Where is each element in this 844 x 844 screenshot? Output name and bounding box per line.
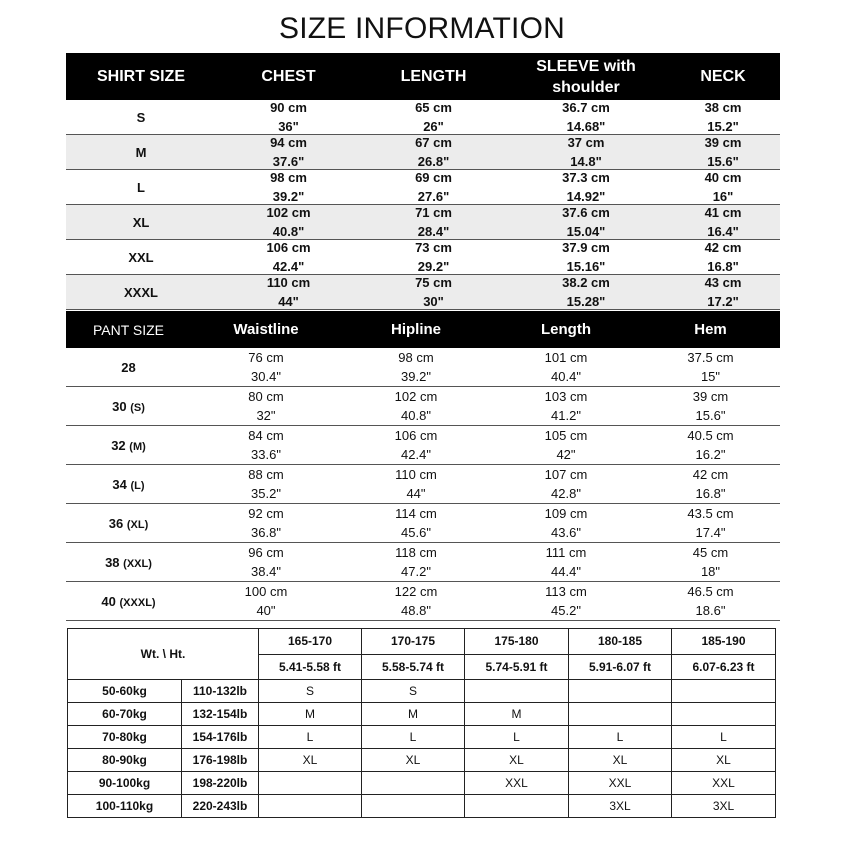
sleeve-value-cm: 36.7 cm xyxy=(562,100,610,115)
length-header: LENGTH xyxy=(400,67,467,85)
pant-length-value xyxy=(491,582,641,620)
recommended-size xyxy=(465,680,569,703)
recommended-size: L xyxy=(362,726,465,749)
chest-value-in: 42.4" xyxy=(272,259,305,274)
hem-value xyxy=(641,465,780,503)
length-value-in: 27.6" xyxy=(417,189,450,204)
chest-value xyxy=(216,203,361,241)
recommended-size xyxy=(672,680,776,703)
height-cm: 170-175 xyxy=(362,629,465,655)
recommended-size: XL xyxy=(259,749,362,772)
shirt-size: L xyxy=(137,179,145,195)
hem-value-in: 16.2" xyxy=(695,447,726,462)
pant-size-alpha: (XXL) xyxy=(123,557,152,570)
sleeve-value-in: 14.92" xyxy=(566,189,606,204)
table-row xyxy=(66,426,780,465)
pant-header-row xyxy=(66,311,780,348)
neck-value-cm: 39 cm xyxy=(704,135,742,150)
chest-value-in: 44" xyxy=(278,294,299,309)
chest-value-cm: 110 cm xyxy=(266,275,311,290)
length-value-cm: 69 cm xyxy=(415,170,452,185)
height-ft: 5.41-5.58 ft xyxy=(259,654,362,680)
waist-value-in: 35.2" xyxy=(251,486,281,501)
shirt-size: S xyxy=(136,109,146,125)
recommended-size: S xyxy=(362,680,465,703)
hip-value-cm: 106 cm xyxy=(394,428,438,443)
waist-value xyxy=(191,582,341,620)
pant-size-number: 30 xyxy=(112,398,127,414)
waist-value-cm: 76 cm xyxy=(248,350,284,365)
sleeve-value xyxy=(506,133,666,171)
shirt-size: XXL xyxy=(128,249,154,265)
recommended-size: S xyxy=(259,680,362,703)
neck-value xyxy=(666,98,780,136)
hip-value xyxy=(341,582,491,620)
chest-value xyxy=(216,98,361,136)
hip-value xyxy=(341,543,491,581)
recommended-size: M xyxy=(362,703,465,726)
recommended-size xyxy=(569,703,672,726)
table-row xyxy=(66,465,780,504)
table-row xyxy=(66,205,780,240)
table-row xyxy=(68,680,776,703)
pant-length-value-cm: 105 cm xyxy=(544,428,588,443)
hem-value-in: 16.8" xyxy=(695,486,726,501)
neck-value-in: 16.8" xyxy=(707,259,739,274)
pant-length-value-cm: 103 cm xyxy=(544,389,588,404)
sleeve-value-in: 14.8" xyxy=(570,154,602,169)
shirt-header-row xyxy=(66,53,780,100)
neck-value-in: 16" xyxy=(712,189,734,204)
hem-value xyxy=(641,348,780,386)
waist-value-in: 36.8" xyxy=(251,525,281,540)
neck-value-in: 15.2" xyxy=(707,119,739,134)
table-row xyxy=(66,543,780,582)
shirt-size-header: SHIRT SIZE xyxy=(96,67,185,85)
pant-length-value-cm: 111 cm xyxy=(545,545,587,560)
table-row xyxy=(66,582,780,621)
neck-value xyxy=(666,203,780,241)
shirt-size-table xyxy=(66,53,780,310)
weight-lb: 132-154lb xyxy=(182,703,259,726)
chest-value xyxy=(216,238,361,276)
table-row xyxy=(66,387,780,426)
neck-value-in: 16.4" xyxy=(707,224,739,239)
length-value-cm: 75 cm xyxy=(415,275,452,290)
length-value-cm: 67 cm xyxy=(415,135,452,150)
chest-value-in: 40.8" xyxy=(272,224,305,239)
table-row xyxy=(66,275,780,310)
table-row xyxy=(66,135,780,170)
pant-size-alpha: (XXXL) xyxy=(119,596,156,609)
hip-value xyxy=(341,504,491,542)
waist-value xyxy=(191,387,341,425)
sleeve-value xyxy=(506,238,666,276)
weight-lb: 220-243lb xyxy=(182,795,259,818)
hem-value xyxy=(641,582,780,620)
waist-value xyxy=(191,543,341,581)
chest-value-cm: 106 cm xyxy=(266,240,311,255)
hem-value-cm: 42 cm xyxy=(692,467,729,482)
recommended-size: L xyxy=(672,726,776,749)
sleeve-value-in: 14.68" xyxy=(566,119,606,134)
table-row xyxy=(66,504,780,543)
pant-size-header: PANT SIZE xyxy=(92,321,165,338)
neck-value-cm: 40 cm xyxy=(704,170,742,185)
waist-value-cm: 84 cm xyxy=(248,428,284,443)
pant-size xyxy=(66,438,191,453)
pant-size-number: 32 xyxy=(111,437,126,453)
height-ft: 5.91-6.07 ft xyxy=(569,654,672,680)
weight-kg: 50-60kg xyxy=(68,680,182,703)
waist-value-cm: 92 cm xyxy=(248,506,284,521)
hip-value-cm: 102 cm xyxy=(394,389,438,404)
table-row xyxy=(66,348,780,387)
height-cm: 180-185 xyxy=(569,629,672,655)
shirt-size: XL xyxy=(132,214,150,230)
table-row xyxy=(66,100,780,135)
pant-length-value xyxy=(491,387,641,425)
pant-length-value-cm: 113 cm xyxy=(545,584,587,599)
length-value-in: 26.8" xyxy=(417,154,450,169)
neck-value-in: 15.6" xyxy=(707,154,739,169)
recommended-size xyxy=(259,772,362,795)
pant-size-table xyxy=(66,311,780,621)
height-ft: 6.07-6.23 ft xyxy=(672,654,776,680)
hem-value-in: 18.6" xyxy=(695,603,726,618)
neck-value-cm: 41 cm xyxy=(704,205,742,220)
length-value-in: 26" xyxy=(423,119,444,134)
pant-size-alpha: (XL) xyxy=(126,518,149,531)
table-row xyxy=(68,726,776,749)
sleeve-value xyxy=(506,168,666,206)
shirt-size: XXXL xyxy=(124,284,158,300)
hip-value-in: 48.8" xyxy=(401,603,431,618)
sleeve-value xyxy=(506,203,666,241)
pant-size xyxy=(66,555,191,570)
pant-size-number: 28 xyxy=(121,359,136,375)
recommended-size xyxy=(672,703,776,726)
chest-value-cm: 94 cm xyxy=(270,135,307,150)
hip-value-in: 40.8" xyxy=(401,408,431,423)
neck-value-cm: 42 cm xyxy=(704,240,742,255)
length-value xyxy=(361,133,506,171)
hip-value xyxy=(341,465,491,503)
length-value-in: 28.4" xyxy=(417,224,450,239)
recommended-size xyxy=(465,795,569,818)
pant-length-value xyxy=(491,504,641,542)
hem-value-cm: 46.5 cm xyxy=(687,584,734,599)
hem-value-in: 15" xyxy=(700,369,721,384)
sleeve-value-in: 15.28" xyxy=(566,294,606,309)
waist-value xyxy=(191,348,341,386)
length-value xyxy=(361,238,506,276)
height-ft: 5.74-5.91 ft xyxy=(465,654,569,680)
pant-size-number: 38 xyxy=(105,554,120,570)
pant-length-value-in: 44.4" xyxy=(551,564,581,579)
pant-length-value xyxy=(491,543,641,581)
pant-length-value-in: 42.8" xyxy=(551,486,581,501)
neck-value xyxy=(666,273,780,311)
sleeve-value-cm: 37.6 cm xyxy=(562,205,610,220)
waist-value-in: 38.4" xyxy=(251,564,281,579)
pant-size-alpha: (L) xyxy=(130,479,145,492)
table-row xyxy=(68,795,776,818)
recommended-size: L xyxy=(259,726,362,749)
sleeve-value xyxy=(506,273,666,311)
neck-value xyxy=(666,133,780,171)
hip-value-in: 44" xyxy=(406,486,426,501)
pant-length-value-in: 45.2" xyxy=(551,603,581,618)
weight-lb: 176-198lb xyxy=(182,749,259,772)
table-row xyxy=(66,170,780,205)
chest-value-in: 39.2" xyxy=(272,189,305,204)
table-row xyxy=(66,240,780,275)
neck-header: NECK xyxy=(700,67,746,85)
recommended-size xyxy=(362,772,465,795)
hem-value xyxy=(641,426,780,464)
chest-value-in: 37.6" xyxy=(272,154,305,169)
pant-size xyxy=(66,360,191,375)
chest-value xyxy=(216,133,361,171)
pant-size-alpha: (M) xyxy=(129,440,146,453)
height-cm: 175-180 xyxy=(465,629,569,655)
weight-kg: 60-70kg xyxy=(68,703,182,726)
weight-lb: 198-220lb xyxy=(182,772,259,795)
hem-value-cm: 45 cm xyxy=(692,545,729,560)
neck-value-cm: 38 cm xyxy=(704,100,742,115)
recommended-size: XL xyxy=(672,749,776,772)
recommended-size: XL xyxy=(465,749,569,772)
pant-length-value-in: 42" xyxy=(556,447,576,462)
shirt-size: M xyxy=(135,144,147,160)
waistline-header: Waistline xyxy=(233,321,299,338)
pant-length-value-cm: 107 cm xyxy=(544,467,588,482)
hem-header: Hem xyxy=(694,321,727,338)
table-row xyxy=(68,772,776,795)
height-cm: 185-190 xyxy=(672,629,776,655)
hem-value-in: 17.4" xyxy=(695,525,726,540)
waist-value-cm: 96 cm xyxy=(248,545,284,560)
pant-length-value-in: 43.6" xyxy=(551,525,581,540)
hem-value xyxy=(641,543,780,581)
sleeve-value-cm: 37.9 cm xyxy=(562,240,610,255)
hip-value-cm: 122 cm xyxy=(394,584,438,599)
length-value-in: 29.2" xyxy=(417,259,450,274)
recommended-size: M xyxy=(465,703,569,726)
recommended-size: XXL xyxy=(672,772,776,795)
sleeve-value xyxy=(506,98,666,136)
waist-value-cm: 80 cm xyxy=(248,389,284,404)
chest-value-cm: 98 cm xyxy=(270,170,307,185)
length-value xyxy=(361,168,506,206)
recommended-size: L xyxy=(569,726,672,749)
recommended-size: 3XL xyxy=(672,795,776,818)
recommended-size: XL xyxy=(569,749,672,772)
length-value-cm: 65 cm xyxy=(415,100,452,115)
pant-length-value xyxy=(491,426,641,464)
wt-ht-corner: Wt. \ Ht. xyxy=(68,629,259,680)
weight-height-table xyxy=(67,628,776,818)
length-value-in: 30" xyxy=(423,294,444,309)
height-ft: 5.58-5.74 ft xyxy=(362,654,465,680)
chest-value xyxy=(216,168,361,206)
hem-value-cm: 39 cm xyxy=(692,389,729,404)
sleeve-header: SLEEVE with shoulder xyxy=(536,57,636,96)
recommended-size: XL xyxy=(362,749,465,772)
neck-value xyxy=(666,238,780,276)
chest-value-in: 36" xyxy=(278,119,299,134)
recommended-size: L xyxy=(465,726,569,749)
waist-value-in: 33.6" xyxy=(251,447,281,462)
recommended-size xyxy=(569,680,672,703)
sleeve-value-cm: 38.2 cm xyxy=(562,275,610,290)
pant-size-number: 36 xyxy=(108,515,124,531)
recommended-size: XXL xyxy=(465,772,569,795)
hem-value-cm: 43.5 cm xyxy=(687,506,734,521)
neck-value-in: 17.2" xyxy=(707,294,739,309)
sleeve-value-in: 15.16" xyxy=(566,259,606,274)
length-value xyxy=(361,98,506,136)
pant-length-value xyxy=(491,348,641,386)
recommended-size: 3XL xyxy=(569,795,672,818)
hip-value xyxy=(341,348,491,386)
hip-value xyxy=(341,387,491,425)
neck-value-cm: 43 cm xyxy=(704,275,742,290)
length-value xyxy=(361,203,506,241)
hip-value-in: 42.4" xyxy=(401,447,431,462)
weight-kg: 90-100kg xyxy=(68,772,182,795)
weight-kg: 70-80kg xyxy=(68,726,182,749)
hip-value-cm: 114 cm xyxy=(395,506,437,521)
weight-kg: 80-90kg xyxy=(68,749,182,772)
recommended-size xyxy=(259,795,362,818)
recommended-size: M xyxy=(259,703,362,726)
hem-value xyxy=(641,387,780,425)
pant-length-value xyxy=(491,465,641,503)
pant-size xyxy=(66,477,191,492)
pant-size xyxy=(66,594,191,609)
pant-length-value-cm: 101 cm xyxy=(544,350,588,365)
hip-value-cm: 110 cm xyxy=(395,467,437,482)
hem-value-cm: 37.5 cm xyxy=(687,350,734,365)
waist-value-in: 32" xyxy=(256,408,276,423)
recommended-size xyxy=(362,795,465,818)
pant-length-value-in: 41.2" xyxy=(551,408,581,423)
chest-value-cm: 102 cm xyxy=(266,205,311,220)
waist-value-in: 30.4" xyxy=(251,369,281,384)
pant-size-number: 34 xyxy=(112,476,127,492)
hem-value xyxy=(641,504,780,542)
hip-value xyxy=(341,426,491,464)
page-title: SIZE INFORMATION xyxy=(279,12,565,45)
waist-value-cm: 100 cm xyxy=(244,584,288,599)
weight-kg: 100-110kg xyxy=(68,795,182,818)
hipline-header: Hipline xyxy=(390,321,441,338)
sleeve-value-cm: 37.3 cm xyxy=(562,170,610,185)
waist-value-in: 40" xyxy=(256,603,276,618)
hip-value-cm: 98 cm xyxy=(398,350,434,365)
waist-value-cm: 88 cm xyxy=(248,467,284,482)
hip-value-in: 47.2" xyxy=(401,564,431,579)
hem-value-cm: 40.5 cm xyxy=(687,428,734,443)
table-row xyxy=(68,749,776,772)
recommended-size: XXL xyxy=(569,772,672,795)
weight-lb: 110-132lb xyxy=(182,680,259,703)
hip-value-in: 45.6" xyxy=(401,525,431,540)
length-value-cm: 73 cm xyxy=(415,240,452,255)
waist-value xyxy=(191,465,341,503)
sleeve-value-cm: 37 cm xyxy=(567,135,605,150)
hip-value-in: 39.2" xyxy=(401,369,431,384)
hem-value-in: 18" xyxy=(700,564,721,579)
waist-value xyxy=(191,426,341,464)
pant-length-value-cm: 109 cm xyxy=(544,506,588,521)
pant-size xyxy=(66,399,191,414)
sleeve-value-in: 15.04" xyxy=(566,224,606,239)
pant-size xyxy=(66,516,191,531)
hem-value-in: 15.6" xyxy=(695,408,726,423)
chest-header: CHEST xyxy=(261,67,316,85)
height-cm: 165-170 xyxy=(259,629,362,655)
chest-value xyxy=(216,273,361,311)
waist-value xyxy=(191,504,341,542)
chest-value-cm: 90 cm xyxy=(270,100,307,115)
table-row xyxy=(68,703,776,726)
weight-lb: 154-176lb xyxy=(182,726,259,749)
neck-value xyxy=(666,168,780,206)
length-value xyxy=(361,273,506,311)
pant-length-value-in: 40.4" xyxy=(551,369,581,384)
pant-size-alpha: (S) xyxy=(130,401,145,414)
pant-length-header: Length xyxy=(541,321,591,338)
hip-value-cm: 118 cm xyxy=(395,545,437,560)
length-value-cm: 71 cm xyxy=(415,205,452,220)
pant-size-number: 40 xyxy=(101,593,116,609)
